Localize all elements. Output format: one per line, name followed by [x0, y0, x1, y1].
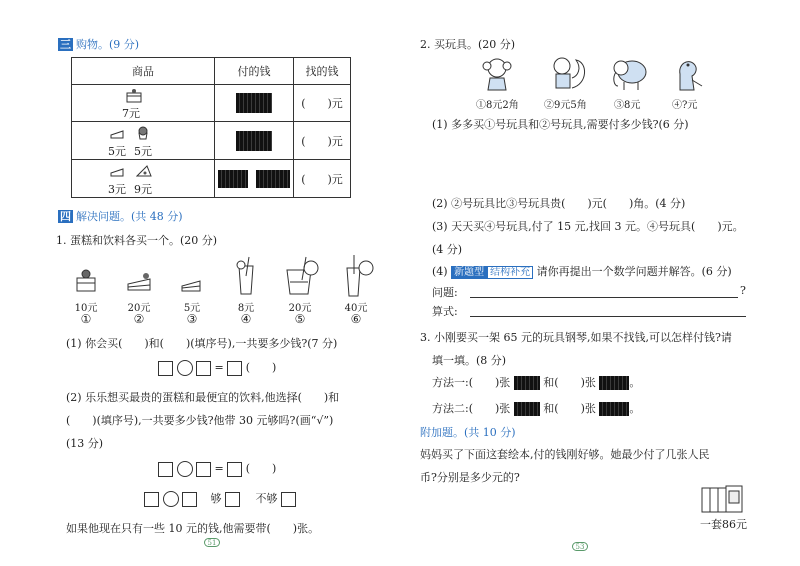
unit-paren: ( ): [245, 462, 277, 475]
paid-cell: [215, 122, 294, 160]
toy-price: ④?元: [672, 100, 698, 111]
answer-box[interactable]: [196, 361, 211, 376]
paid-cell: [215, 85, 294, 122]
enough-label: 够: [210, 492, 222, 505]
cake-slice-icon: [126, 270, 152, 294]
answer-line[interactable]: [470, 297, 738, 298]
q3-title-line1: 3. 小刚要买一架 65 元的玩具钢琴,如果不找钱,可以怎样付钱?请: [420, 331, 732, 344]
cake-slice-icon: [180, 274, 202, 294]
monkey-toy-icon: [480, 56, 514, 92]
money-image: [514, 402, 540, 416]
price-label: 7元: [122, 107, 140, 120]
cake-slice-icon: [110, 164, 124, 178]
price-label: 9元: [134, 182, 152, 196]
answer-box[interactable]: [158, 361, 173, 376]
new-type-tag: 新题型: [451, 266, 487, 279]
method2-label: 方法二:( )张: [432, 402, 511, 415]
method1-label: 方法一:( )张: [432, 376, 511, 389]
item-price: 20元: [127, 303, 151, 314]
money-image: [218, 170, 248, 188]
change-cell: ( )元: [294, 85, 351, 122]
equation-row-2: [158, 460, 276, 477]
unit-paren: ( ): [245, 361, 277, 374]
period: 。: [629, 376, 641, 389]
period: 。: [629, 402, 641, 415]
item-price: 40元: [344, 303, 368, 314]
q2-part3: (3) 天天买④号玩具,付了 15 元,找回 3 元。④号玩具( )元。: [432, 220, 744, 233]
operator-circle[interactable]: [177, 360, 193, 376]
page-number: 53: [572, 542, 588, 551]
compare-row: [144, 490, 296, 507]
q3-title-line2: 填一填。(8 分): [432, 354, 507, 367]
q2-title: 2. 买玩具。(20 分): [420, 38, 516, 51]
drink-glass-icon: [284, 256, 320, 296]
book-price-label: 一套86元: [700, 518, 747, 531]
pizza-slice-icon: [136, 164, 152, 178]
operator-circle[interactable]: [177, 461, 193, 477]
section3-title: 购物。(9 分): [76, 38, 140, 51]
squirrel-toy-icon: [548, 54, 588, 92]
answer-box[interactable]: [227, 361, 242, 376]
equals-sign: =: [214, 462, 224, 475]
part4-prefix: (4): [432, 265, 448, 278]
section4-header: [58, 208, 183, 224]
q1-title: 1. 蛋糕和饮料各买一个。(20 分): [56, 234, 218, 247]
toy-price: ①8元2角: [476, 100, 519, 111]
section4-title: 解决问题。(共 48 分): [76, 210, 183, 223]
and-label: 和( )张: [543, 376, 596, 389]
money-image: [256, 170, 290, 188]
price-label: 5元: [108, 144, 126, 158]
q1-part2-line2: ( )(填序号),一共要多少钱?他带 30 元够吗?(画“√”): [66, 414, 334, 427]
drink-glass-icon: [342, 254, 376, 298]
price-label: 3元: [108, 182, 126, 196]
money-image: [514, 376, 540, 390]
and-label: 和( )张: [543, 402, 596, 415]
formula-label: 算式:: [432, 305, 458, 318]
table-row: [72, 85, 351, 122]
answer-box[interactable]: [196, 462, 211, 477]
item-price: 10元: [74, 303, 98, 314]
money-image: [236, 93, 272, 113]
money-image: [236, 131, 272, 151]
cake-icon: [125, 88, 143, 104]
operator-circle[interactable]: [163, 491, 179, 507]
item-price: 8元: [237, 303, 255, 314]
question-mark: ?: [740, 284, 746, 297]
q3-method1: [432, 374, 640, 390]
section3-badge: 三: [60, 38, 71, 51]
bonus-title: 附加题。(共 10 分): [420, 426, 516, 439]
item-number: ③: [186, 312, 198, 326]
structure-tag: 结构补充: [487, 266, 533, 279]
page-number: 51: [204, 538, 220, 547]
answer-box[interactable]: [182, 492, 197, 507]
cupcake-icon: [136, 126, 150, 140]
check-box[interactable]: [225, 492, 240, 507]
item-number: ⑥: [350, 312, 362, 326]
drink-glass-icon: [234, 256, 258, 296]
elephant-toy-icon: [610, 56, 650, 92]
q2-part1: (1) 多多买①号玩具和②号玩具,需要付多少钱?(6 分): [432, 118, 689, 131]
shopping-table: [71, 57, 351, 198]
change-cell: ( )元: [294, 122, 351, 160]
item-price: 20元: [288, 303, 312, 314]
dinosaur-toy-icon: [672, 56, 706, 92]
header-change: 找的钱: [294, 58, 351, 85]
toy-price: ②9元5角: [544, 100, 587, 111]
goods-cell: [72, 122, 215, 160]
price-label: 5元: [134, 144, 152, 158]
toy-price: ③8元: [614, 100, 641, 111]
q3-method2: [432, 400, 640, 416]
book-set-icon: [700, 484, 744, 514]
goods-cell: [72, 85, 215, 122]
money-image: [599, 402, 629, 416]
bonus-line1: 妈妈买了下面这套绘本,付的钱刚好够。她最少付了几张人民: [420, 448, 710, 461]
answer-box[interactable]: [144, 492, 159, 507]
item-number: ⑤: [294, 312, 306, 326]
q2-part3-points: (4 分): [432, 243, 463, 256]
q1-part2-line1: (2) 乐乐想买最贵的蛋糕和最便宜的饮料,他选择( )和: [66, 391, 340, 404]
change-cell: ( )元: [294, 160, 351, 198]
equation-row-1: [158, 359, 276, 376]
goods-cell: [72, 160, 215, 198]
item-number: ②: [133, 312, 145, 326]
question-label: 问题:: [432, 286, 458, 299]
section4-badge: 四: [60, 210, 71, 223]
q1-last-line: 如果他现在只有一些 10 元的钱,他需要带( )张。: [66, 522, 320, 535]
header-goods: 商品: [72, 58, 215, 85]
header-paid: 付的钱: [215, 58, 294, 85]
answer-box[interactable]: [158, 462, 173, 477]
part4-text: 请你再提出一个数学问题并解答。(6 分): [536, 265, 732, 278]
item-number: ④: [240, 312, 252, 326]
answer-box[interactable]: [227, 462, 242, 477]
paid-cell: [215, 160, 294, 198]
section3-header: [58, 36, 139, 52]
item-number: ①: [80, 312, 92, 326]
table-row: [72, 122, 351, 160]
bonus-line2: 币?分别是多少元的?: [420, 471, 520, 484]
table-row: [72, 160, 351, 198]
answer-line[interactable]: [470, 316, 746, 317]
cake-slice-icon: [110, 126, 124, 140]
cake-icon: [74, 268, 98, 294]
item-price: 5元: [183, 303, 201, 314]
check-box[interactable]: [281, 492, 296, 507]
q2-part4: [432, 263, 732, 279]
not-enough-label: 不够: [255, 492, 278, 505]
q1-part2-line3: (13 分): [66, 437, 104, 450]
q1-part1: (1) 你会买( )和( )(填序号),一共要多少钱?(7 分): [66, 337, 338, 350]
equals-sign: =: [214, 361, 224, 374]
money-image: [599, 376, 629, 390]
q2-part2: (2) ②号玩具比③号玩具贵( )元( )角。(4 分): [432, 197, 686, 210]
